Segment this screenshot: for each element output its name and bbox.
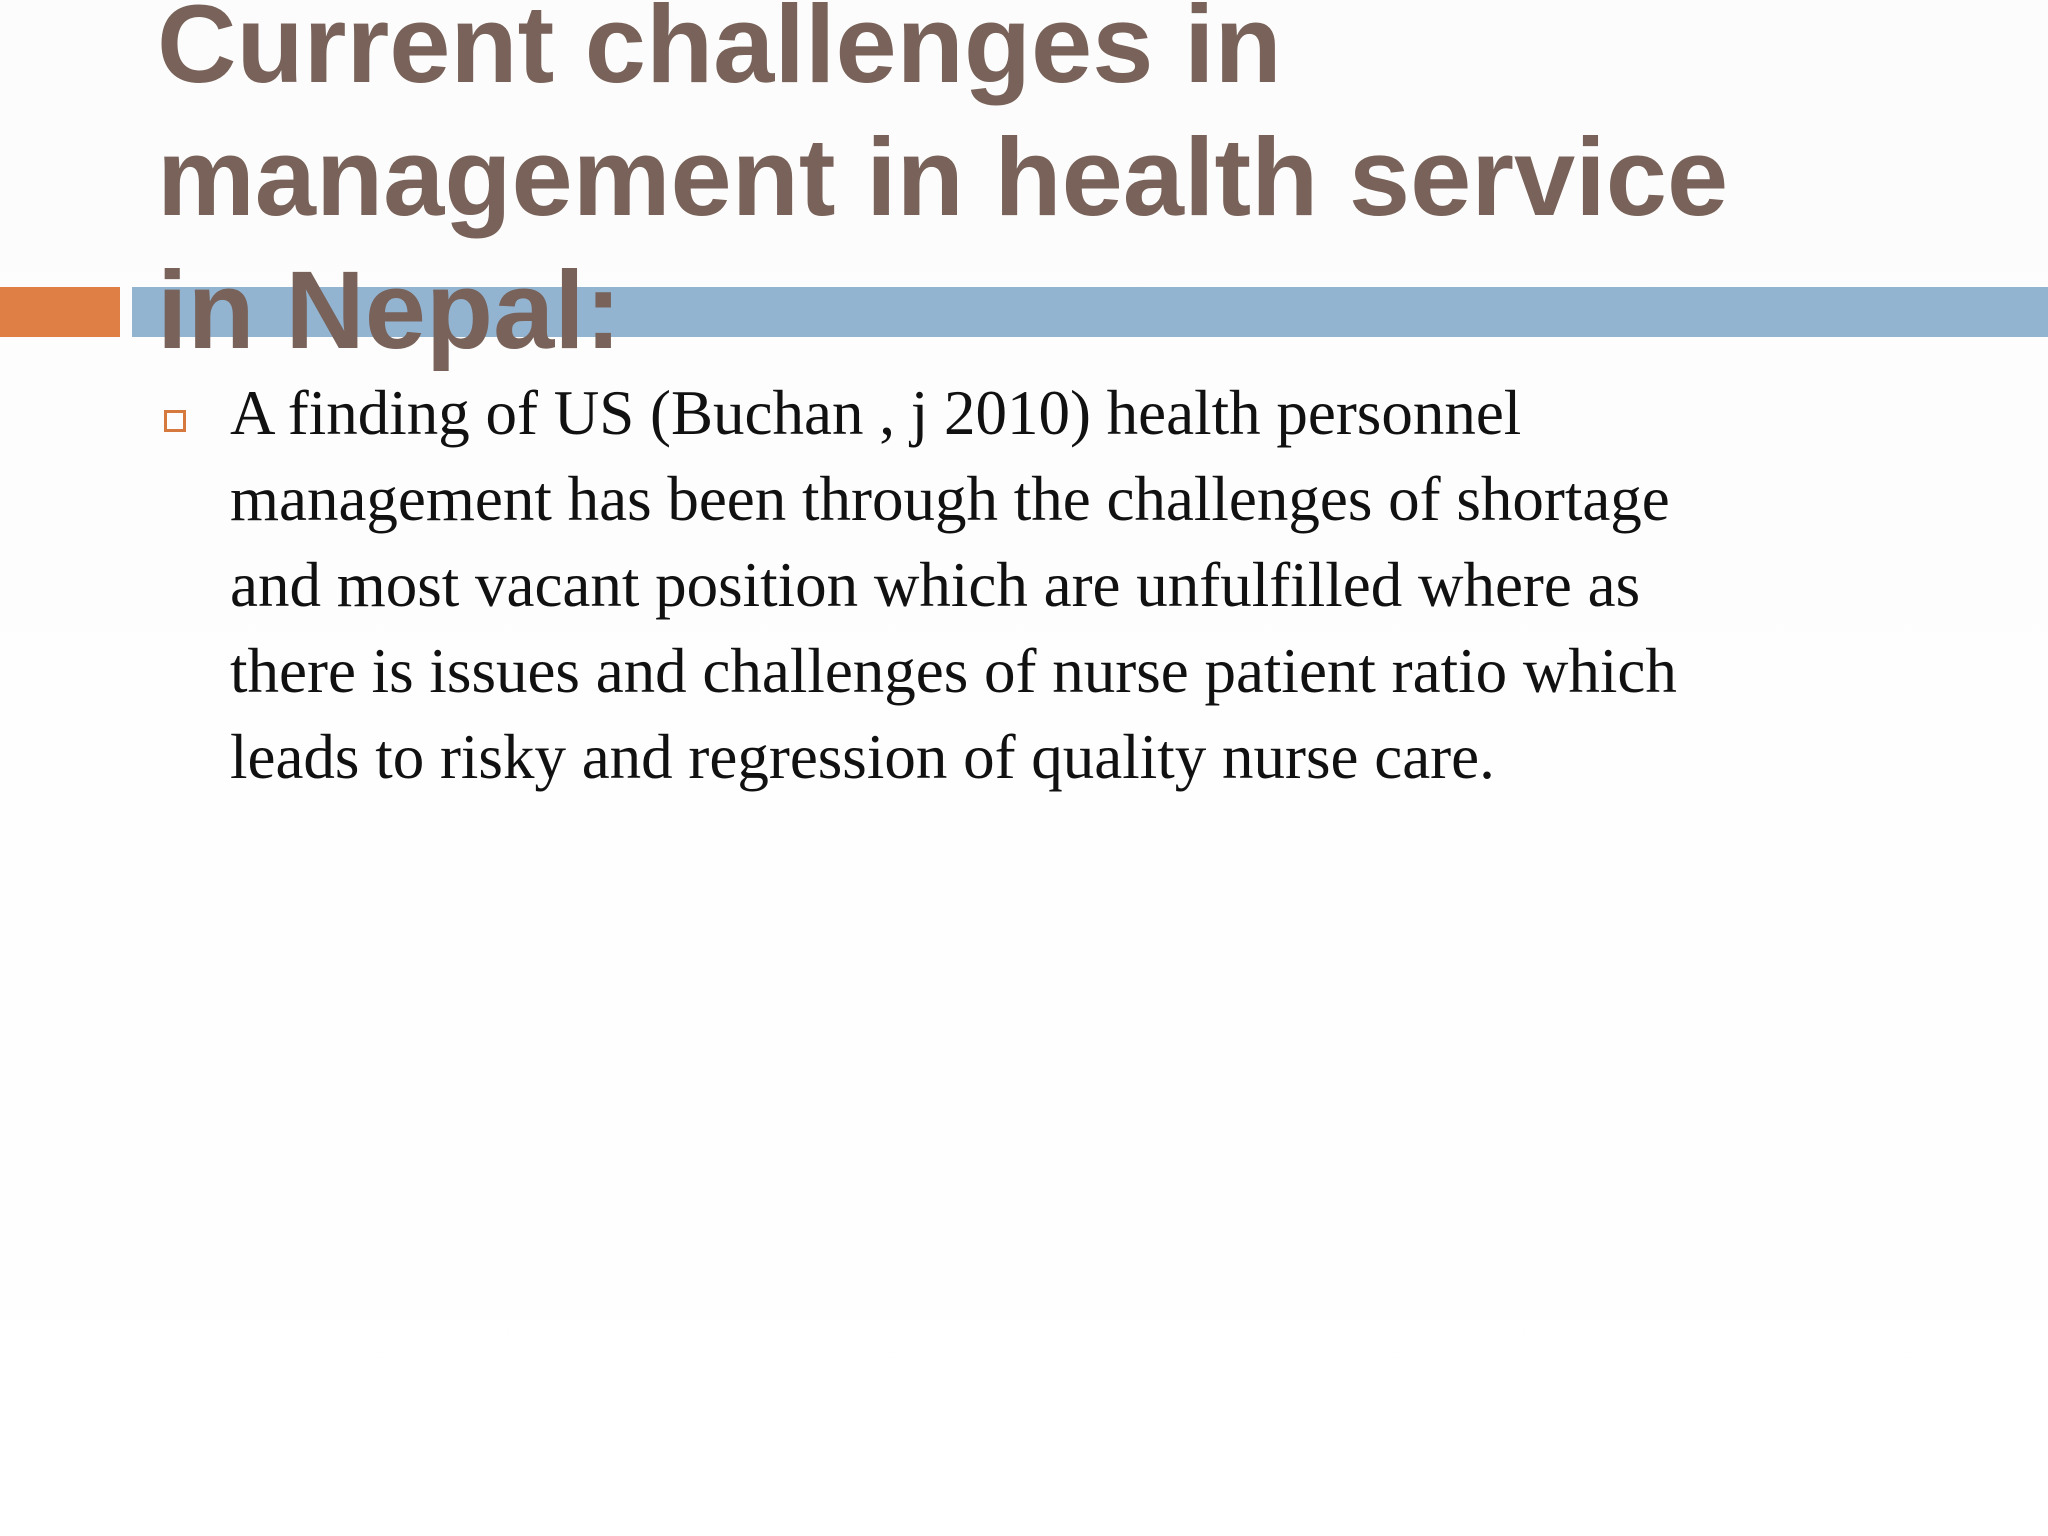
hollow-square-bullet-icon <box>164 410 186 432</box>
slide-content <box>160 370 1940 800</box>
slide-title: Current challenges in management in health service in Nepal: <box>157 0 1729 372</box>
accent-bar-orange <box>0 287 120 337</box>
bullet-text: A finding of US (Buchan , j 2010) health personnel management has been through the challenges of shortage and most vacant position which are unfulfilled where as there is issues and challenges of nurse patient ratio which leads to risky and regression of quality nurse care. <box>230 378 1677 792</box>
bullet-item <box>160 370 1940 800</box>
